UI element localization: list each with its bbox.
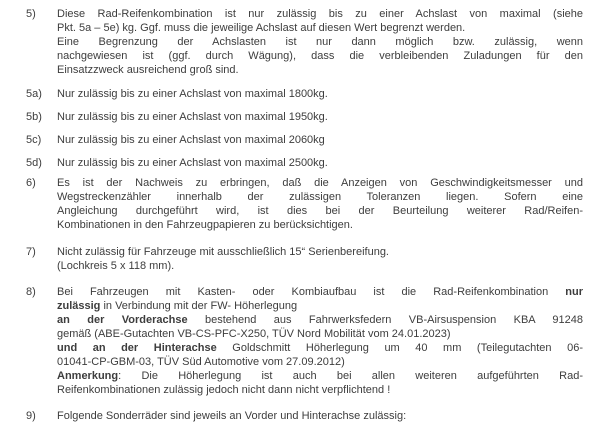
text-line xyxy=(57,299,583,313)
text-line xyxy=(57,49,583,63)
text-run: Wegstreckenzähler innerhalb der zulässigen Toleranzen liegen. Sofern eine xyxy=(57,191,583,203)
item-text xyxy=(57,285,583,397)
item-text xyxy=(57,110,583,124)
list-item-6 xyxy=(26,176,583,232)
text-run: Eine Begrenzung der Achslasten ist nur dann möglich bzw. zulässig, wenn xyxy=(57,36,583,48)
document-page xyxy=(26,7,583,423)
list-item-7 xyxy=(26,245,583,273)
text-run: Nur zulässig bis zu einer Achslast von maximal 2060kg xyxy=(57,134,325,146)
text-run: Kombinationen in den Fahrzeugpapieren zu berücksichtigen. xyxy=(57,219,353,231)
item-number: 6) xyxy=(26,177,36,189)
item-text xyxy=(57,409,583,423)
item-text xyxy=(57,156,583,170)
text-run: Es ist der Nachweis zu erbringen, daß die Anzeigen von Geschwindigkeitsmesser und xyxy=(57,177,583,189)
text-run-bold: nur xyxy=(565,286,583,298)
text-run: Folgende Sonderräder sind jeweils an Vorder und Hinterachse zulässig: xyxy=(57,410,407,422)
text-run: Nur zulässig bis zu einer Achslast von maximal 2500kg. xyxy=(57,157,328,169)
text-line xyxy=(57,245,583,259)
item-number: 5b) xyxy=(26,111,42,123)
item-text xyxy=(57,7,583,77)
text-run: Bei Fahrzeugen mit Kasten- oder Kombiaufbau ist die Rad-Reifenkombination xyxy=(57,286,566,298)
text-line xyxy=(57,285,583,299)
text-line xyxy=(57,383,583,397)
item-number: 7) xyxy=(26,246,36,258)
text-line xyxy=(57,355,583,369)
text-run-bold: Anmerkung xyxy=(57,370,119,382)
item-number: 5d) xyxy=(26,157,42,169)
list-item-5 xyxy=(26,7,583,77)
text-run: Pkt. 5a – 5e) kg. Ggf. muss die jeweilige Achslast auf diesen Wert begrenzt werden. xyxy=(57,22,466,34)
text-run: bestehend aus Fahrwerksfedern VB-Airsuspension KBA 91248 xyxy=(187,314,583,326)
text-run: Reifenkombinationen zulässig jedoch nicht dann nicht verpflichtend ! xyxy=(57,384,391,396)
text-line xyxy=(57,63,583,77)
text-line xyxy=(57,35,583,49)
text-line xyxy=(57,133,583,147)
item-text xyxy=(57,245,583,273)
text-run: Diese Rad-Reifenkombination ist nur zulässig bis zu einer Achslast von maximal (siehe xyxy=(57,8,583,20)
list-item-8 xyxy=(26,285,583,397)
list-item-5d xyxy=(26,156,583,170)
text-run: Nicht zulässig für Fahrzeuge mit ausschließlich 15“ Serienbereifung. xyxy=(57,246,389,258)
item-number: 9) xyxy=(26,410,36,422)
text-run-bold: an der Vorderachse xyxy=(57,314,188,326)
text-run: in Verbindung mit der FW- Höherlegung xyxy=(100,300,298,312)
item-number: 5a) xyxy=(26,88,42,100)
text-line xyxy=(57,176,583,190)
text-run-bold: und an der Hinterachse xyxy=(57,342,217,354)
list-item-5a xyxy=(26,87,583,101)
text-run: Goldschmitt Höherlegung um 40 mm (Teilegutachten 06- xyxy=(216,342,583,354)
list-item-9 xyxy=(26,409,583,423)
text-line xyxy=(57,7,583,21)
text-line xyxy=(57,313,583,327)
text-line xyxy=(57,259,583,273)
text-run: Einsatzzweck ausreichend groß sind. xyxy=(57,64,239,76)
text-run: : Die Höherlegung ist auch bei allen weiteren aufgeführten Rad- xyxy=(118,370,583,382)
item-text xyxy=(57,87,583,101)
text-run: nachgewiesen ist (ggf. durch Wägung), dass die verbleibenden Zuladungen für den xyxy=(57,50,583,62)
text-line xyxy=(57,21,583,35)
item-number: 8) xyxy=(26,286,36,298)
text-line xyxy=(57,110,583,124)
item-text xyxy=(57,133,583,147)
text-line xyxy=(57,409,583,423)
text-line xyxy=(57,204,583,218)
text-run: Nur zulässig bis zu einer Achslast von maximal 1800kg. xyxy=(57,88,328,100)
text-line xyxy=(57,87,583,101)
list-item-5c xyxy=(26,133,583,147)
item-number: 5c) xyxy=(26,134,42,146)
text-line xyxy=(57,218,583,232)
text-run: 01041-CP-GBM-03, TÜV Süd Automotive vom 27.09.2012) xyxy=(57,356,345,368)
text-run: gemäß (ABE-Gutachten VB-CS-PFC-X250, TÜV Nord Mobilität vom 24.01.2023) xyxy=(57,328,451,340)
text-line xyxy=(57,156,583,170)
text-line xyxy=(57,369,583,383)
text-line xyxy=(57,190,583,204)
text-run: Nur zulässig bis zu einer Achslast von maximal 1950kg. xyxy=(57,111,328,123)
text-run-bold: zulässig xyxy=(57,300,101,312)
list-item-5b xyxy=(26,110,583,124)
item-text xyxy=(57,176,583,232)
text-line xyxy=(57,341,583,355)
item-number: 5) xyxy=(26,8,36,20)
text-run: (Lochkreis 5 x 118 mm). xyxy=(57,260,175,272)
text-line xyxy=(57,327,583,341)
text-run: Angleichung durchgeführt wird, ist dies bei der Beurteilung weiterer Rad/Reifen- xyxy=(57,205,583,217)
